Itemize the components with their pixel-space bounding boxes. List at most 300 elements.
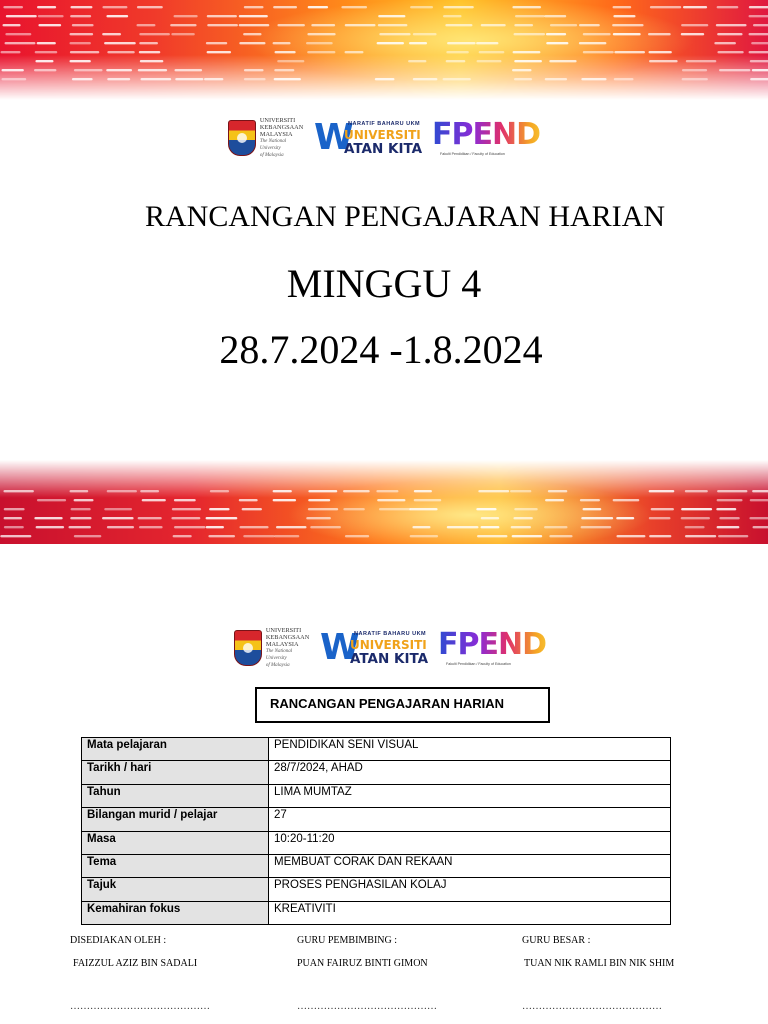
equalizer-dash: [719, 517, 739, 519]
table-row: [82, 784, 671, 807]
equalizer-dash: [549, 535, 572, 537]
ukm-line: MALAYSIA: [265, 641, 299, 648]
signature-label: GURU PEMBIMBING :: [297, 935, 398, 946]
equalizer-dash: [140, 60, 164, 62]
ukm-crest-icon: [228, 120, 256, 156]
equalizer-dash: [581, 517, 613, 519]
cover-title: RANCANGAN PENGAJARAN HARIAN: [144, 200, 666, 233]
logo-strip-top: [228, 116, 548, 160]
equalizer-dash: [206, 526, 224, 528]
decorative-banner-bottom: [0, 460, 768, 544]
equalizer-dash: [612, 24, 643, 26]
equalizer-dash: [512, 69, 531, 71]
equalizer-dash: [751, 42, 768, 44]
equalizer-dash: [35, 51, 58, 53]
watan-w-letter: W: [314, 117, 352, 158]
equalizer-dash: [310, 526, 341, 528]
signature-headmaster: [522, 935, 674, 1012]
equalizer-dash: [174, 526, 205, 528]
equalizer-dash: [174, 15, 198, 17]
equalizer-dash: [137, 6, 163, 8]
equalizer-dash: [681, 517, 710, 519]
equalizer-dash: [717, 499, 743, 501]
equalizer-dash: [649, 60, 678, 62]
equalizer-dash: [69, 60, 90, 62]
row-label: Tarikh / hari: [82, 761, 269, 784]
equalizer-dash: [410, 535, 438, 537]
equalizer-dash: [717, 33, 742, 35]
table-row: [82, 901, 671, 924]
row-label: Tajuk: [82, 878, 269, 901]
equalizer-dash: [514, 33, 546, 35]
watan-kita-logo: [320, 628, 432, 668]
fpend-wordmark: FPEND: [438, 628, 554, 662]
equalizer-dash: [681, 508, 712, 510]
equalizer-dash: [239, 526, 268, 528]
equalizer-dash: [583, 51, 614, 53]
row-label: Mata pelajaran: [82, 738, 269, 761]
equalizer-dash: [685, 535, 716, 537]
equalizer-dash: [481, 517, 499, 519]
equalizer-dash: [750, 60, 768, 62]
row-value: 28/7/2024, AHAD: [269, 761, 671, 784]
equalizer-dash: [274, 535, 299, 537]
fpend-logo: [438, 628, 554, 668]
equalizer-dash: [141, 78, 172, 80]
table-row: [82, 738, 671, 761]
equalizer-dash: [580, 499, 600, 501]
equalizer-dash: [649, 535, 671, 537]
equalizer-dash: [206, 517, 238, 519]
equalizer-dash: [682, 69, 707, 71]
cover-date-range: 28.7.2024 -1.8.2024: [219, 327, 543, 372]
table-row: [82, 808, 671, 831]
equalizer-dash: [512, 6, 541, 8]
equalizer-dash: [140, 490, 159, 492]
row-value: PROSES PENGHASILAN KOLAJ: [269, 878, 671, 901]
equalizer-dash: [70, 51, 99, 53]
equalizer-dash: [274, 78, 301, 80]
equalizer-dash: [175, 78, 203, 80]
signature-line: ……………………………………: [522, 1001, 662, 1012]
equalizer-dash: [173, 535, 192, 537]
equalizer-dash: [204, 78, 223, 80]
equalizer-dash: [139, 51, 161, 53]
equalizer-dash: [1, 78, 26, 80]
equalizer-dash: [34, 69, 56, 71]
equalizer-dash: [207, 51, 231, 53]
row-value: 27: [269, 808, 671, 831]
equalizer-pattern-bottom: [0, 460, 768, 544]
equalizer-dash: [341, 6, 367, 8]
equalizer-dash: [378, 15, 405, 17]
equalizer-dash: [447, 42, 476, 44]
table-row: [82, 854, 671, 877]
equalizer-dash: [477, 60, 502, 62]
equalizer-dash: [478, 490, 509, 492]
ukm-line: KEBANGSAAN: [259, 124, 304, 131]
equalizer-dash: [408, 60, 426, 62]
equalizer-dash: [752, 490, 768, 492]
signature-line: ……………………………………: [70, 1001, 210, 1012]
equalizer-dash: [513, 517, 532, 519]
equalizer-dash: [753, 526, 768, 528]
equalizer-dash: [5, 42, 36, 44]
equalizer-dash: [716, 508, 736, 510]
equalizer-dash: [378, 24, 408, 26]
equalizer-dash: [476, 508, 496, 510]
equalizer-dash: [616, 535, 645, 537]
equalizer-dash: [276, 526, 307, 528]
equalizer-dash: [70, 15, 91, 17]
logo-strip-form: [234, 626, 554, 670]
lesson-info-table: [81, 737, 671, 925]
equalizer-dash: [545, 78, 567, 80]
equalizer-dash: [104, 508, 132, 510]
equalizer-dash: [308, 499, 330, 501]
equalizer-dash: [749, 15, 768, 17]
equalizer-dash: [69, 42, 90, 44]
equalizer-dash: [273, 6, 297, 8]
equalizer-dash: [4, 526, 24, 528]
equalizer-dash: [209, 508, 229, 510]
equalizer-dash: [36, 526, 64, 528]
equalizer-dash: [34, 517, 62, 519]
equalizer-dash: [546, 33, 566, 35]
equalizer-dash: [583, 508, 602, 510]
equalizer-dash: [446, 51, 468, 53]
equalizer-dash: [545, 499, 564, 501]
equalizer-dash: [74, 499, 94, 501]
watan-kita-text: ATAN KITA: [344, 141, 423, 157]
equalizer-dash: [648, 33, 671, 35]
equalizer-dash: [106, 15, 128, 17]
equalizer-dash: [308, 490, 337, 492]
equalizer-dash: [749, 33, 768, 35]
ukm-tagline: of Malaysia: [259, 153, 284, 158]
equalizer-dash: [275, 51, 296, 53]
equalizer-dash: [445, 24, 472, 26]
equalizer-dash: [106, 69, 132, 71]
row-value: 10:20-11:20: [269, 831, 671, 854]
equalizer-dash: [581, 78, 606, 80]
watan-small-text: NARATIF BAHARU UKM: [354, 631, 427, 637]
ukm-crest-icon: [234, 630, 262, 666]
signature-name: TUAN NIK RAMLI BIN NIK SHIM: [524, 958, 675, 969]
fpend-logo: [432, 118, 548, 158]
watan-universiti-text: UNIVERSITI: [344, 128, 421, 142]
equalizer-dash: [719, 69, 750, 71]
equalizer-dash: [650, 6, 681, 8]
signature-line: ……………………………………: [297, 1001, 437, 1012]
equalizer-dash: [68, 526, 90, 528]
equalizer-dash: [343, 490, 370, 492]
equalizer-dash: [544, 526, 567, 528]
equalizer-dash: [239, 42, 265, 44]
ukm-line: KEBANGSAAN: [265, 634, 310, 641]
form-title: RANCANGAN PENGAJARAN HARIAN: [270, 696, 505, 711]
equalizer-dash: [0, 535, 31, 537]
equalizer-dash: [37, 499, 66, 501]
equalizer-dash: [616, 517, 634, 519]
table-row: [82, 878, 671, 901]
table-row: [82, 831, 671, 854]
equalizer-dash: [379, 508, 411, 510]
equalizer-dash: [0, 51, 20, 53]
equalizer-dash: [306, 42, 333, 44]
equalizer-dash: [477, 535, 507, 537]
equalizer-dash: [685, 490, 708, 492]
equalizer-dash: [4, 508, 25, 510]
equalizer-dash: [681, 33, 704, 35]
equalizer-dash: [171, 517, 200, 519]
row-value: MEMBUAT CORAK DAN REKAAN: [269, 854, 671, 877]
ukm-tagline: of Malaysia: [265, 663, 290, 668]
equalizer-dash: [107, 526, 134, 528]
equalizer-dash: [479, 51, 505, 53]
equalizer-dash: [648, 51, 671, 53]
equalizer-dash: [649, 517, 671, 519]
equalizer-dash: [510, 490, 531, 492]
equalizer-dash: [138, 69, 167, 71]
equalizer-dash: [208, 535, 235, 537]
equalizer-dash: [308, 6, 328, 8]
equalizer-dash: [139, 42, 158, 44]
equalizer-dash: [72, 24, 94, 26]
equalizer-dash: [174, 69, 202, 71]
equalizer-dash: [102, 517, 134, 519]
equalizer-dash: [413, 33, 437, 35]
watan-w-letter: W: [320, 627, 358, 668]
equalizer-dash: [750, 78, 768, 80]
equalizer-dash: [410, 6, 433, 8]
equalizer-dash: [104, 42, 136, 44]
equalizer-dash: [549, 60, 576, 62]
equalizer-dash: [6, 15, 37, 17]
equalizer-dash: [683, 6, 707, 8]
equalizer-dash: [2, 24, 20, 26]
equalizer-dash: [752, 69, 768, 71]
equalizer-dash: [686, 60, 717, 62]
signature-label: GURU BESAR :: [522, 935, 591, 946]
equalizer-dash: [514, 60, 542, 62]
equalizer-dash: [717, 526, 740, 528]
equalizer-dash: [447, 526, 479, 528]
equalizer-dash: [614, 78, 634, 80]
equalizer-dash: [74, 69, 103, 71]
equalizer-dash: [70, 490, 89, 492]
equalizer-dash: [749, 6, 768, 8]
signature-label: DISEDIAKAN OLEH :: [70, 935, 167, 946]
equalizer-dash: [277, 24, 304, 26]
equalizer-dash: [207, 24, 238, 26]
equalizer-dash: [71, 508, 91, 510]
equalizer-dash: [375, 78, 395, 80]
equalizer-dash: [136, 24, 155, 26]
equalizer-dash: [614, 51, 645, 53]
equalizer-dash: [376, 490, 398, 492]
equalizer-dash: [515, 15, 545, 17]
watan-universiti-text: UNIVERSITI: [350, 638, 427, 652]
fpend-wordmark: FPEND: [432, 118, 548, 152]
equalizer-dash: [511, 526, 531, 528]
equalizer-dash: [4, 517, 22, 519]
equalizer-dash: [443, 78, 471, 80]
equalizer-dash: [274, 69, 294, 71]
equalizer-dash: [242, 508, 262, 510]
equalizer-dash: [414, 490, 432, 492]
equalizer-dash: [446, 60, 466, 62]
equalizer-dash: [102, 6, 127, 8]
equalizer-dash: [107, 490, 137, 492]
equalizer-dash: [481, 526, 500, 528]
equalizer-dash: [514, 508, 537, 510]
equalizer-dash: [171, 33, 194, 35]
equalizer-dash: [514, 78, 532, 80]
ukm-logo: [228, 117, 308, 159]
equalizer-dash: [476, 42, 498, 44]
equalizer-dash: [544, 15, 566, 17]
equalizer-dash: [413, 78, 438, 80]
equalizer-dash: [72, 78, 93, 80]
equalizer-dash: [70, 517, 91, 519]
equalizer-dash: [210, 490, 229, 492]
row-label: Tahun: [82, 784, 269, 807]
equalizer-dash: [70, 33, 94, 35]
equalizer-dash: [139, 526, 163, 528]
equalizer-dash: [443, 6, 473, 8]
equalizer-dash: [74, 535, 102, 537]
equalizer-dash: [306, 517, 331, 519]
equalizer-dash: [716, 24, 747, 26]
equalizer-dash: [244, 69, 264, 71]
equalizer-dash: [1, 69, 23, 71]
equalizer-dash: [239, 15, 268, 17]
equalizer-dash: [273, 42, 291, 44]
equalizer-dash: [412, 526, 430, 528]
equalizer-dash: [37, 42, 56, 44]
equalizer-dash: [174, 499, 196, 501]
equalizer-dash: [345, 24, 376, 26]
equalizer-dash: [107, 78, 130, 80]
equalizer-dash: [37, 6, 56, 8]
ukm-tagline: The National University: [265, 649, 293, 661]
equalizer-dash: [512, 535, 543, 537]
equalizer-dash: [379, 33, 410, 35]
equalizer-dash: [753, 24, 768, 26]
equalizer-dash: [613, 15, 635, 17]
row-label: Bilangan murid / pelajar: [82, 808, 269, 831]
equalizer-dash: [3, 490, 33, 492]
equalizer-dash: [613, 499, 640, 501]
equalizer-pattern-top: [0, 0, 768, 100]
ukm-logo: [234, 627, 314, 669]
equalizer-dash: [207, 15, 237, 17]
equalizer-dash: [239, 499, 258, 501]
equalizer-dash: [35, 60, 53, 62]
ukm-tagline: The National University: [259, 139, 287, 151]
equalizer-dash: [613, 6, 632, 8]
ukm-line: MALAYSIA: [259, 131, 293, 138]
equalizer-dash: [107, 51, 134, 53]
ukm-line: UNIVERSITI: [265, 627, 302, 634]
equalizer-dash: [273, 490, 292, 492]
equalizer-dash: [481, 24, 506, 26]
form-title-box: [255, 687, 550, 723]
equalizer-dash: [414, 499, 442, 501]
cover-week: MINGGU 4: [286, 261, 482, 306]
fpend-subtitle: Fakulti Pendidikan / Faculty of Education: [446, 662, 511, 666]
equalizer-dash: [579, 42, 607, 44]
decorative-banner-top: [0, 0, 768, 100]
equalizer-dash: [443, 15, 462, 17]
equalizer-dash: [613, 33, 641, 35]
signature-name: PUAN FAIRUZ BINTI GIMON: [297, 958, 428, 969]
equalizer-dash: [718, 535, 748, 537]
equalizer-dash: [170, 24, 196, 26]
equalizer-dash: [750, 499, 768, 501]
equalizer-dash: [546, 42, 568, 44]
ukm-line: UNIVERSITI: [259, 117, 296, 124]
equalizer-dash: [5, 33, 31, 35]
equalizer-dash: [244, 78, 266, 80]
row-label: Tema: [82, 854, 269, 877]
equalizer-dash: [749, 517, 768, 519]
watan-kita-text: ATAN KITA: [350, 651, 429, 667]
row-value: LIMA MUMTAZ: [269, 784, 671, 807]
equalizer-dash: [583, 33, 611, 35]
equalizer-dash: [70, 6, 92, 8]
equalizer-dash: [377, 499, 405, 501]
equalizer-dash: [685, 526, 705, 528]
equalizer-dash: [3, 6, 23, 8]
signature-name: FAIZZUL AZIZ BIN SADALI: [73, 958, 198, 969]
equalizer-dash: [308, 508, 338, 510]
equalizer-dash: [749, 51, 768, 53]
equalizer-dash: [172, 508, 201, 510]
equalizer-dash: [244, 6, 264, 8]
equalizer-dash: [651, 508, 674, 510]
watan-kita-logo: [314, 118, 426, 158]
row-label: Kemahiran fokus: [82, 901, 269, 924]
signature-supervisor: [297, 935, 437, 1012]
equalizer-dash: [142, 499, 166, 501]
equalizer-dash: [311, 24, 335, 26]
equalizer-dash: [377, 42, 404, 44]
equalizer-dash: [243, 33, 261, 35]
equalizer-dash: [682, 78, 708, 80]
row-value: KREATIVITI: [269, 901, 671, 924]
equalizer-dash: [409, 508, 437, 510]
equalizer-dash: [581, 526, 612, 528]
equalizer-dash: [717, 490, 747, 492]
equalizer-dash: [649, 490, 675, 492]
equalizer-dash: [579, 24, 600, 26]
equalizer-dash: [717, 6, 739, 8]
row-label: Masa: [82, 831, 269, 854]
equalizer-dash: [343, 508, 364, 510]
equalizer-dash: [139, 33, 170, 35]
equalizer-dash: [409, 42, 427, 44]
watan-small-text: NARATIF BAHARU UKM: [348, 121, 421, 127]
equalizer-dash: [239, 24, 270, 26]
fpend-subtitle: Fakulti Pendidikan / Faculty of Education: [440, 152, 505, 156]
equalizer-dash: [307, 51, 335, 53]
equalizer-dash: [38, 15, 64, 17]
equalizer-dash: [102, 33, 121, 35]
equalizer-dash: [514, 24, 533, 26]
table-row: [82, 761, 671, 784]
